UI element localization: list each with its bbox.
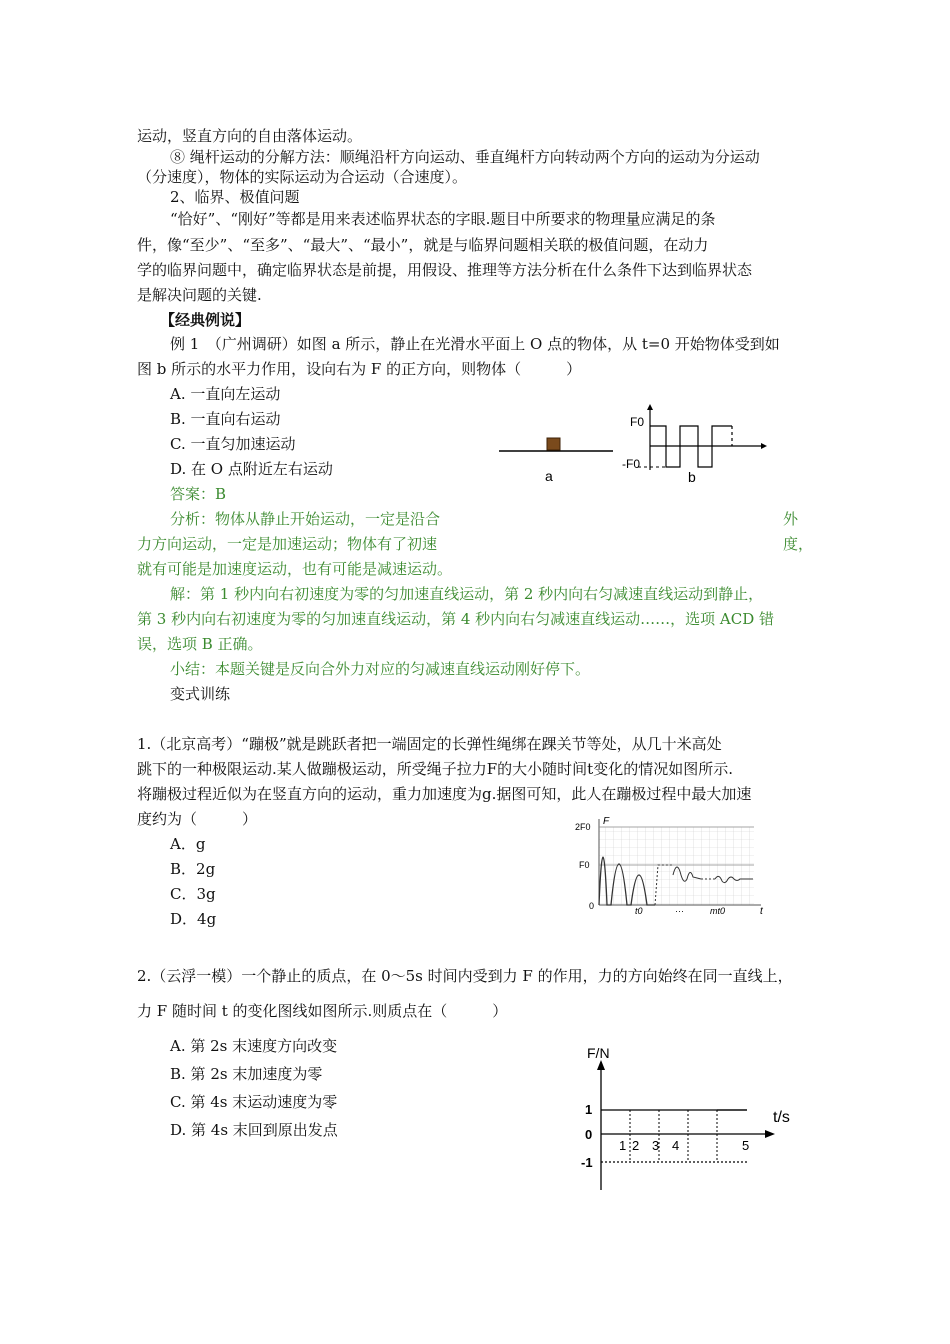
example1-option-c: C. 一直匀加速运动	[170, 435, 296, 453]
q1-y-f0: F0	[579, 860, 590, 870]
q1-x-axis-label: t	[760, 906, 763, 917]
example1-option-a: A. 一直向左运动	[170, 385, 281, 403]
q2-y-neg: -1	[581, 1155, 593, 1170]
q2-y-pos: 1	[585, 1102, 593, 1117]
q1-option-a: A．g	[170, 835, 206, 853]
q2-tick-1: 1	[619, 1138, 627, 1153]
q1-line-4: 度约为（ ）	[137, 810, 258, 828]
intro-line-1: 运动，竖直方向的自由落体运动。	[137, 127, 363, 145]
q2-line-1: 2.（云浮一模）一个静止的质点，在 0～5s 时间内受到力 F 的作用，力的方向始终在同一直线上，	[137, 967, 793, 985]
q2-force-chart	[575, 1040, 805, 1196]
example1-solution-3: 误，选项 B 正确。	[137, 635, 263, 653]
figure-b-neg-label: -F0	[622, 457, 640, 471]
q2-option-b: B. 第 2s 末加速度为零	[170, 1065, 323, 1083]
example1-analysis-2a: 力方向运动，一定是加速运动；物体有了初速	[137, 535, 438, 553]
intro-line-3: （分速度），物体的实际运动为合运动（合速度）。	[137, 168, 468, 186]
figure-b	[620, 402, 780, 488]
q1-force-chart	[565, 815, 770, 917]
q1-line-3: 将蹦极过程近似为在竖直方向的运动，重力加速度为g.据图可知，此人在蹦极过程中最大加速	[137, 785, 752, 803]
critical-para-3: 学的临界问题中，确定临界状态是前提，用假设、推理等方法分析在什么条件下达到临界状态	[137, 261, 753, 279]
practice-title: 变式训练	[170, 685, 231, 703]
q1-x-t0: t0	[635, 906, 643, 916]
section-title-examples: 【经典例说】	[160, 311, 251, 329]
section-heading-critical: 2、临界、极值问题	[170, 188, 300, 206]
example1-option-b: B. 一直向右运动	[170, 410, 281, 428]
example1-analysis-1b: 外	[783, 510, 799, 528]
q1-option-d: D．4g	[170, 910, 217, 928]
q2-y-axis-label: F/N	[587, 1045, 610, 1061]
example1-solution-2: 第 3 秒内向右初速度为零的匀加速直线运动，第 4 秒内向右匀减速直线运动……，选项 ACD 错	[137, 610, 775, 628]
q2-x-axis-label: t/s	[773, 1109, 790, 1126]
q2-line-2: 力 F 随时间 t 的变化图线如图所示.则质点在（ ）	[137, 1002, 508, 1020]
example1-answer: 答案：B	[170, 485, 227, 503]
example1-summary: 小结：本题关键是反向合外力对应的匀减速直线运动刚好停下。	[170, 660, 591, 678]
figure-a-label: a	[545, 468, 553, 484]
figure-b-pos-label: F0	[630, 415, 645, 429]
q1-option-b: B．2g	[170, 860, 216, 878]
q1-y-2f0: 2F0	[575, 822, 591, 832]
example1-solution-1: 解：第 1 秒内向右初速度为零的匀加速直线运动，第 2 秒内向右匀减速直线运动到静止，	[170, 585, 764, 603]
q2-tick-4: 4	[672, 1138, 680, 1153]
example1-analysis-3: 就有可能是加速度运动，也有可能是减速运动。	[137, 560, 453, 578]
q2-y-zero: 0	[585, 1127, 593, 1142]
q1-x-mt0: mt0	[710, 906, 726, 916]
critical-para-4: 是解决问题的关键.	[137, 286, 262, 304]
example1-analysis-2b: 度，	[783, 535, 814, 553]
q2-option-c: C. 第 4s 末运动速度为零	[170, 1093, 338, 1111]
critical-para-1: “恰好”、“刚好”等都是用来表述临界状态的字眼.题目中所要求的物理量应满足的条	[170, 210, 716, 228]
example1-option-d: D. 在 O 点附近左右运动	[170, 460, 333, 478]
figure-b-label: b	[688, 469, 696, 485]
q1-x-dots: ···	[675, 906, 684, 916]
q1-line-1: 1.（北京高考）“蹦极”就是跳跃者把一端固定的长弹性绳绑在踝关节等处，从几十米高处	[137, 735, 722, 753]
q1-line-2: 跳下的一种极限运动.某人做蹦极运动，所受绳子拉力F的大小随时间t变化的情况如图所示.	[137, 760, 733, 778]
example1-analysis-1a: 分析：物体从静止开始运动，一定是沿合	[170, 510, 441, 528]
q1-y-axis-label: F	[603, 816, 610, 827]
critical-para-2: 件，像“至少”、“至多”、“最大”、“最小”，就是与临界问题相关联的极值问题，在动力	[137, 236, 709, 254]
figure-a	[495, 430, 615, 490]
intro-line-2: ⑧ 绳杆运动的分解方法：顺绳沿杆方向运动、垂直绳杆方向转动两个方向的运动为分运动	[170, 148, 760, 166]
q1-origin: 0	[589, 901, 595, 911]
q2-option-a: A. 第 2s 末速度方向改变	[170, 1037, 338, 1055]
q1-option-c: C．3g	[170, 885, 216, 903]
example1-question-2: 图 b 所示的水平力作用，设向右为 F 的正方向，则物体（ ）	[137, 360, 582, 378]
q2-option-d: D. 第 4s 末回到原出发点	[170, 1121, 338, 1139]
example1-question-1: 例 1 （广州调研）如图 a 所示，静止在光滑水平面上 O 点的物体，从 t=0 开始物体受到如	[170, 335, 780, 353]
q2-tick-3: 3	[652, 1138, 660, 1153]
q2-tick-5: 5	[742, 1138, 750, 1153]
q2-tick-2: 2	[632, 1138, 640, 1153]
